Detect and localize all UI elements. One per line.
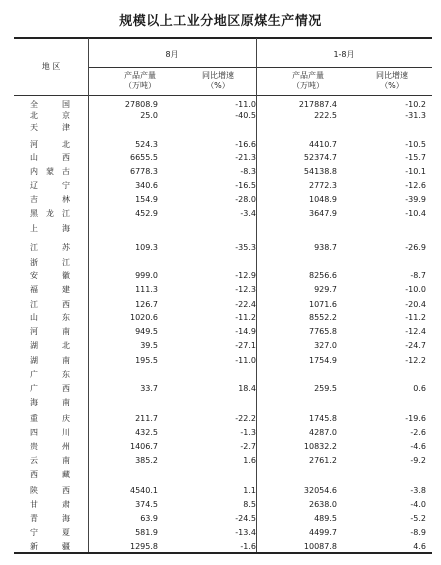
cumulative-growth-cell: -10.0	[405, 285, 426, 294]
table-row	[14, 413, 432, 424]
table-row	[14, 122, 432, 133]
cumulative-output-cell: 938.7	[314, 243, 337, 252]
cumulative-growth-cell: -26.9	[405, 243, 426, 252]
cumulative-output-cell: 1071.6	[309, 300, 337, 309]
table-row	[14, 397, 432, 408]
cumulative-growth-cell: -12.4	[405, 327, 426, 336]
table-row	[14, 242, 432, 253]
region-cell: 河 北	[30, 140, 70, 149]
month-growth-cell: -12.9	[235, 271, 256, 280]
cumulative-growth-cell: -12.2	[405, 356, 426, 365]
region-cell: 山 东	[30, 313, 70, 322]
table-row	[14, 194, 432, 205]
cumulative-output-cell: 1754.9	[309, 356, 337, 365]
region-cell: 湖 北	[30, 341, 70, 350]
table-row	[14, 499, 432, 510]
table-row	[14, 485, 432, 496]
region-cell: 江 西	[30, 300, 70, 309]
month-output-cell: 6655.5	[130, 153, 158, 162]
table-row	[14, 99, 432, 110]
cumulative-growth-cell: -12.6	[405, 181, 426, 190]
table-title: 规模以上工业分地区原煤生产情况	[119, 14, 322, 29]
month-growth-cell: 18.4	[238, 384, 256, 393]
table-row	[14, 180, 432, 191]
month-output-cell: 452.9	[135, 209, 158, 218]
cumulative-output-cell: 217887.4	[298, 100, 337, 109]
month-output-cell: 109.3	[135, 243, 158, 252]
period-header-cumulative: 1-8月	[333, 50, 355, 59]
table-row	[14, 270, 432, 281]
region-cell: 内蒙古	[30, 167, 70, 176]
region-cell: 浙 江	[30, 258, 70, 267]
cumulative-growth-cell: -19.6	[405, 414, 426, 423]
cumulative-output-cell: 10832.2	[303, 442, 337, 451]
month-growth-cell: -12.3	[235, 285, 256, 294]
table-row	[14, 427, 432, 438]
month-growth-cell: -8.3	[240, 167, 256, 176]
month-growth-cell: -22.4	[235, 300, 256, 309]
month-output-cell: 111.3	[135, 285, 158, 294]
month-growth-cell: -35.3	[235, 243, 256, 252]
cumulative-output-cell: 2638.0	[309, 500, 337, 509]
growth-header-cumulative: 同比增速 （%）	[376, 71, 408, 90]
table-row	[14, 223, 432, 234]
region-cell: 黑龙江	[30, 209, 70, 218]
month-growth-cell: -2.7	[240, 442, 256, 451]
region-header: 地 区	[41, 62, 61, 71]
month-output-cell: 524.3	[135, 140, 158, 149]
bottom-rule	[14, 552, 432, 554]
cumulative-output-cell: 8552.2	[309, 313, 337, 322]
table-row	[14, 299, 432, 310]
month-output-cell: 39.5	[140, 341, 158, 350]
cumulative-growth-cell: -8.7	[410, 271, 426, 280]
cumulative-output-cell: 32054.6	[303, 486, 337, 495]
month-growth-cell: -22.2	[235, 414, 256, 423]
cumulative-output-cell: 52374.7	[303, 153, 337, 162]
month-growth-cell: -16.5	[235, 181, 256, 190]
table-row	[14, 513, 432, 524]
cumulative-growth-cell: 4.6	[413, 542, 426, 551]
growth-header-month: 同比增速 （%）	[202, 71, 234, 90]
region-cell: 甘 肃	[30, 500, 70, 509]
region-cell: 重 庆	[30, 414, 70, 423]
top-rule	[14, 37, 432, 39]
cumulative-growth-cell: -2.6	[410, 428, 426, 437]
period-rule	[88, 67, 432, 68]
region-cell: 福 建	[30, 285, 70, 294]
month-growth-cell: -14.9	[235, 327, 256, 336]
cumulative-growth-cell: -3.8	[410, 486, 426, 495]
region-cell: 贵 州	[30, 442, 70, 451]
month-growth-cell: -13.4	[235, 528, 256, 537]
table-row	[14, 383, 432, 394]
region-cell: 青 海	[30, 514, 70, 523]
month-output-cell: 4540.1	[130, 486, 158, 495]
month-output-cell: 25.0	[140, 111, 158, 120]
cumulative-output-cell: 7765.8	[309, 327, 337, 336]
month-output-cell: 6778.3	[130, 167, 158, 176]
cumulative-growth-cell: -9.2	[410, 456, 426, 465]
region-cell: 西 藏	[30, 470, 70, 479]
region-cell: 上 海	[30, 224, 70, 233]
output-header-cumulative: 产品产量 （万吨）	[292, 71, 324, 90]
cumulative-growth-cell: -4.6	[410, 442, 426, 451]
month-output-cell: 126.7	[135, 300, 158, 309]
month-output-cell: 63.9	[140, 514, 158, 523]
month-output-cell: 1295.8	[130, 542, 158, 551]
month-output-cell: 581.9	[135, 528, 158, 537]
region-cell: 新 疆	[30, 542, 70, 551]
region-cell: 湖 南	[30, 356, 70, 365]
month-output-cell: 195.5	[135, 356, 158, 365]
cumulative-output-cell: 3647.9	[309, 209, 337, 218]
cumulative-output-cell: 4410.7	[309, 140, 337, 149]
cumulative-output-cell: 1745.8	[309, 414, 337, 423]
region-cell: 辽 宁	[30, 181, 70, 190]
month-growth-cell: -1.3	[240, 428, 256, 437]
region-cell: 广 东	[30, 370, 70, 379]
cumulative-growth-cell: -5.2	[410, 514, 426, 523]
table-row	[14, 527, 432, 538]
month-output-cell: 999.0	[135, 271, 158, 280]
cumulative-growth-cell: -10.1	[405, 167, 426, 176]
region-cell: 北 京	[30, 111, 70, 120]
cumulative-output-cell: 1048.9	[309, 195, 337, 204]
month-output-cell: 33.7	[140, 384, 158, 393]
cumulative-output-cell: 2761.2	[309, 456, 337, 465]
region-cell: 安 徽	[30, 271, 70, 280]
region-cell: 吉 林	[30, 195, 70, 204]
cumulative-growth-cell: -10.4	[405, 209, 426, 218]
cumulative-growth-cell: 0.6	[413, 384, 426, 393]
cumulative-growth-cell: -4.0	[410, 500, 426, 509]
region-cell: 广 西	[30, 384, 70, 393]
month-output-cell: 27808.9	[124, 100, 158, 109]
table-row	[14, 312, 432, 323]
table-row	[14, 441, 432, 452]
table-row	[14, 208, 432, 219]
cumulative-output-cell: 4499.7	[309, 528, 337, 537]
month-output-cell: 1406.7	[130, 442, 158, 451]
output-header-month: 产品产量 （万吨）	[124, 71, 156, 90]
month-output-cell: 211.7	[135, 414, 158, 423]
month-growth-cell: -11.2	[235, 313, 256, 322]
region-cell: 河 南	[30, 327, 70, 336]
table-row	[14, 340, 432, 351]
month-output-cell: 374.5	[135, 500, 158, 509]
month-growth-cell: -24.5	[235, 514, 256, 523]
table-row	[14, 355, 432, 366]
month-output-cell: 385.2	[135, 456, 158, 465]
table-row	[14, 541, 432, 552]
region-cell: 山 西	[30, 153, 70, 162]
cumulative-output-cell: 327.0	[314, 341, 337, 350]
cumulative-growth-cell: -15.7	[405, 153, 426, 162]
table-row	[14, 139, 432, 150]
region-cell: 海 南	[30, 398, 70, 407]
region-cell: 江 苏	[30, 243, 70, 252]
cumulative-growth-cell: -31.3	[405, 111, 426, 120]
table-row	[14, 152, 432, 163]
month-growth-cell: -27.1	[235, 341, 256, 350]
cumulative-output-cell: 2772.3	[309, 181, 337, 190]
cumulative-growth-cell: -39.9	[405, 195, 426, 204]
cumulative-output-cell: 10087.8	[303, 542, 337, 551]
cumulative-output-cell: 8256.6	[309, 271, 337, 280]
cumulative-output-cell: 4287.0	[309, 428, 337, 437]
cumulative-output-cell: 259.5	[314, 384, 337, 393]
month-growth-cell: -40.5	[235, 111, 256, 120]
month-output-cell: 154.9	[135, 195, 158, 204]
table-row	[14, 110, 432, 121]
month-output-cell: 949.5	[135, 327, 158, 336]
table-row	[14, 369, 432, 380]
table-row	[14, 455, 432, 466]
table-row	[14, 166, 432, 177]
region-cell: 云 南	[30, 456, 70, 465]
month-growth-cell: 1.6	[243, 456, 256, 465]
month-growth-cell: -28.0	[235, 195, 256, 204]
cumulative-output-cell: 929.7	[314, 285, 337, 294]
region-cell: 天 津	[30, 123, 70, 132]
table-row	[14, 326, 432, 337]
month-growth-cell: -21.3	[235, 153, 256, 162]
month-growth-cell: -16.6	[235, 140, 256, 149]
region-cell: 四 川	[30, 428, 70, 437]
table-row	[14, 284, 432, 295]
table-row	[14, 469, 432, 480]
cumulative-growth-cell: -24.7	[405, 341, 426, 350]
month-growth-cell: -1.6	[240, 542, 256, 551]
month-growth-cell: 8.5	[243, 500, 256, 509]
table-row	[14, 257, 432, 268]
month-growth-cell: -11.0	[235, 356, 256, 365]
month-output-cell: 1020.6	[130, 313, 158, 322]
region-cell: 宁 夏	[30, 528, 70, 537]
cumulative-growth-cell: -10.2	[405, 100, 426, 109]
header-rule	[14, 95, 432, 96]
cumulative-growth-cell: -10.5	[405, 140, 426, 149]
month-growth-cell: 1.1	[243, 486, 256, 495]
region-cell: 全 国	[30, 100, 70, 109]
cumulative-output-cell: 489.5	[314, 514, 337, 523]
cumulative-growth-cell: -11.2	[405, 313, 426, 322]
cumulative-output-cell: 222.5	[314, 111, 337, 120]
month-growth-cell: -3.4	[240, 209, 256, 218]
month-output-cell: 340.6	[135, 181, 158, 190]
cumulative-output-cell: 54138.8	[303, 167, 337, 176]
month-growth-cell: -11.0	[235, 100, 256, 109]
cumulative-growth-cell: -8.9	[410, 528, 426, 537]
period-header-month: 8月	[165, 50, 179, 59]
region-cell: 陕 西	[30, 486, 70, 495]
month-output-cell: 432.5	[135, 428, 158, 437]
cumulative-growth-cell: -20.4	[405, 300, 426, 309]
